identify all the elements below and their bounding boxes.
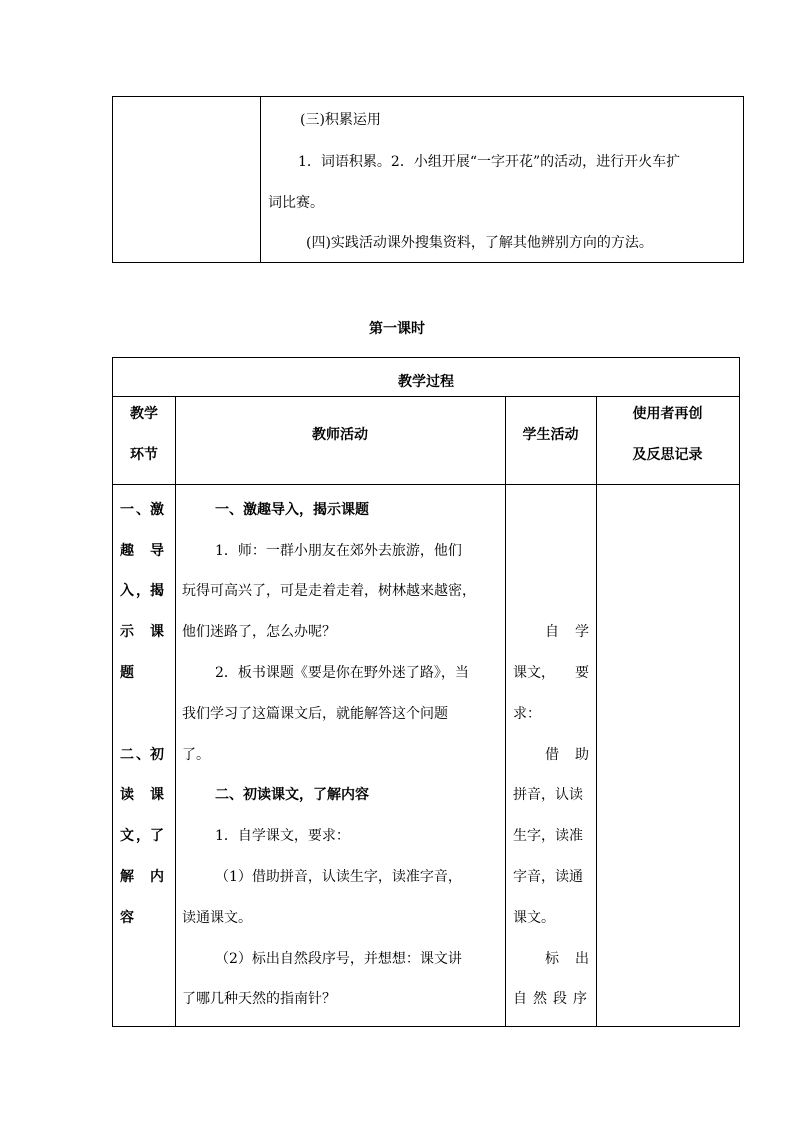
paragraph-line: (四)实践活动课外搜集资料，了解其他辨别方向的方法。 [306,235,653,251]
stage-line: 一 、激 [120,502,164,518]
student-line: 自 学 [545,624,589,640]
teacher-line: 读通课文。 [182,910,252,926]
column-divider [260,97,261,262]
teacher-line: 了哪几种天然的指南针？ [182,991,336,1007]
stage-line: 容 [120,910,134,926]
paragraph-line: 1．词语积累。2．小组开展“一字开花”的活动，进行开火车扩 [298,154,681,170]
stage-line: 解 内 [120,869,164,885]
teacher-heading: 一、激趣导入，揭示课题 [215,502,369,518]
section-heading: (三)积累运用 [300,112,381,128]
student-line: 生字，读准 [513,828,583,844]
student-line: 自然段序 [513,991,593,1007]
teaching-process-table [112,357,740,1027]
top-table [112,96,744,263]
teacher-line: 1．师：一群小朋友在郊外去旅游，他们 [215,543,462,559]
teacher-line: 了。 [182,747,210,763]
stage-line: 二 、初 [120,747,164,763]
header-stage-line1: 教学 [130,406,158,422]
student-line: 借 助 [545,747,589,763]
teacher-line: 玩得可高兴了，可是走着走着，树林越来越密， [182,583,476,599]
header-reflect-line1: 使用者再创 [632,406,703,422]
stage-line: 示 课 [120,624,164,640]
teacher-line: （2）标出自然段序号，并想想：课文讲 [215,951,462,967]
paragraph-line: 词比赛。 [268,195,324,211]
column-divider [596,396,597,1026]
column-divider [175,396,176,1026]
stage-line: 文 ，了 [120,828,164,844]
stage-line: 读 课 [120,787,164,803]
teacher-line: 我们学习了这篇课文后，就能解答这个问题 [182,706,448,722]
header-stage-line2: 环节 [130,447,158,463]
stage-line: 题 [120,665,134,681]
teacher-line: （1）借助拼音，认读生字，读准字音， [215,869,462,885]
teacher-line: 他们迷路了，怎么办呢？ [182,624,336,640]
row-divider [113,484,739,485]
student-line: 字音，读通 [513,869,583,885]
student-line: 求： [513,706,541,722]
row-divider [113,396,739,397]
teacher-line: 2．板书课题《要是你在野外迷了路》，当 [215,665,469,681]
stage-line: 入 ，揭 [120,583,164,599]
stage-line: 趣 导 [120,543,164,559]
teacher-line: 1．自学课文，要求： [215,828,350,844]
teacher-heading: 二、初读课文，了解内容 [215,787,369,803]
column-divider [505,396,506,1026]
student-line: 拼音，认读 [513,787,583,803]
student-line: 课文， 要 [513,665,589,681]
table-title: 教学过程 [398,374,454,390]
header-teacher: 教师活动 [312,427,368,443]
header-reflect-line2: 及反思记录 [632,447,703,463]
student-line: 标 出 [545,951,589,967]
student-line: 课文。 [513,910,555,926]
lesson-title: 第一课时 [369,321,425,337]
header-student: 学生活动 [522,427,579,443]
